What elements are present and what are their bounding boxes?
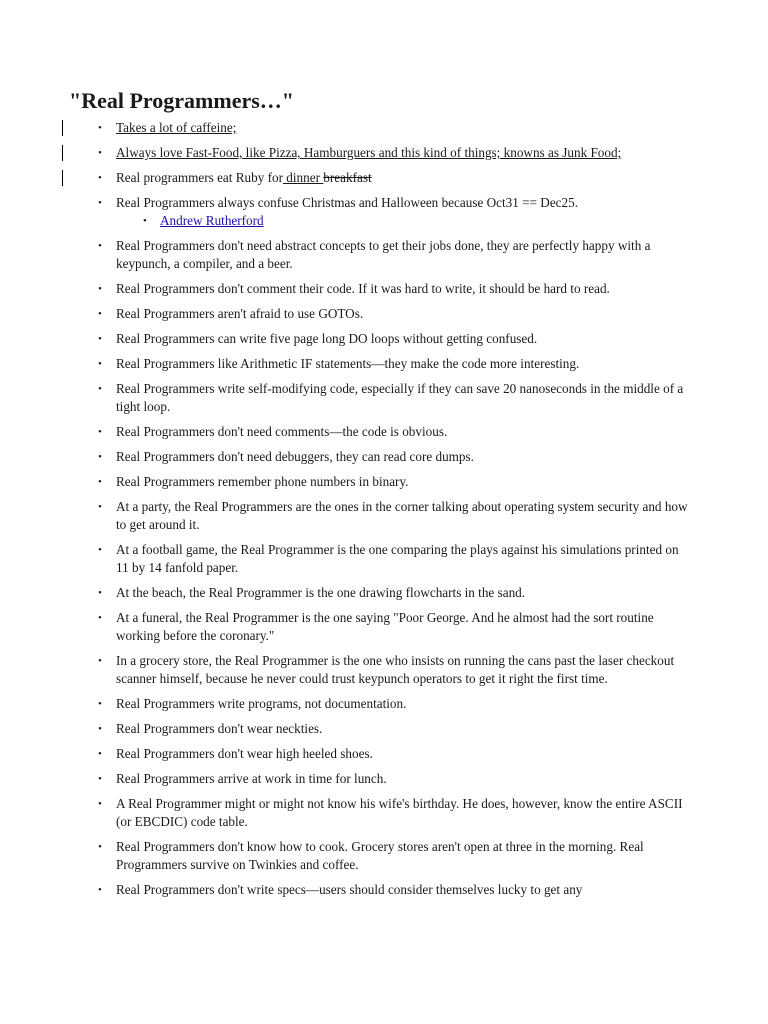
item-text: Real Programmers always confuse Christmas and Halloween because Oct31 == Dec25. [116, 195, 579, 210]
item-text: In a grocery store, the Real Programmer is the one who insists on running the cans past the laser checkout scanner himself, because he never could trust keypunch operators to get it right the first time. [116, 653, 675, 686]
list-item [0, 380, 694, 416]
item-text: Real Programmers like Arithmetic IF statements—they make the code more interesting. [116, 356, 580, 371]
item-text: Real Programmers can write five page long DO loops without getting confused. [116, 331, 538, 346]
list-item [0, 305, 694, 323]
item-text: Real Programmers don't need comments—the code is obvious. [116, 424, 448, 439]
item-text: Real Programmers don't need abstract concepts to get their jobs done, they are perfectly happy with a keypunch, a compiler, and a beer. [116, 238, 651, 271]
bullet-icon: • [98, 283, 102, 295]
bullet-icon: • [98, 655, 102, 667]
item-text: Real Programmers don't need debuggers, they can read core dumps. [116, 449, 474, 464]
bullet-icon: • [98, 841, 102, 853]
item-text: A Real Programmer might or might not know his wife's birthday. He does, however, know the entire ASCII (or EBCDIC) code table. [116, 796, 683, 829]
change-bar [62, 170, 63, 186]
list-item [0, 169, 694, 187]
list-item [0, 448, 694, 466]
bullet-icon: • [98, 333, 102, 345]
bullet-icon: • [98, 451, 102, 463]
item-text: At a football game, the Real Programmer is the one comparing the plays against his simulations printed on 11 by 14 fanfold paper. [116, 542, 679, 575]
list-item [0, 144, 694, 162]
bullet-icon: • [98, 122, 102, 134]
bullet-icon: • [98, 798, 102, 810]
bullet-icon: • [98, 748, 102, 760]
bullet-icon: • [98, 426, 102, 438]
list-item [0, 194, 694, 212]
item-text: Real Programmers remember phone numbers in binary. [116, 474, 409, 489]
item-text: Real Programmers don't write specs—users should consider themselves lucky to get any [116, 882, 583, 897]
list-item [0, 695, 694, 713]
page-title: "Real Programmers…" [69, 88, 295, 113]
author-link[interactable]: Andrew Rutherford [160, 213, 264, 228]
list-item [0, 423, 694, 441]
item-text: Takes a lot of caffeine; [116, 120, 237, 135]
item-text: Real Programmers don't wear neckties. [116, 721, 323, 736]
item-text: Real Programmers write programs, not documentation. [116, 696, 407, 711]
bullet-icon: • [98, 476, 102, 488]
bullet-icon: • [98, 698, 102, 710]
bullet-icon: • [98, 383, 102, 395]
deleted-text: breakfast [323, 170, 372, 185]
bullet-icon: • [98, 240, 102, 252]
list-item [0, 237, 694, 273]
bullet-icon: • [98, 147, 102, 159]
bullet-icon: • [98, 884, 102, 896]
bullet-icon: • [143, 215, 147, 227]
change-bar [62, 120, 63, 136]
list-item [0, 498, 694, 534]
list-item [0, 330, 694, 348]
bullet-list [0, 119, 768, 899]
list-item [0, 881, 694, 899]
bullet-icon: • [98, 197, 102, 209]
bullet-icon: • [98, 501, 102, 513]
list-item [0, 355, 694, 373]
item-text: Always love Fast-Food, like Pizza, Hamburguers and this kind of things; knowns as Junk Food; [116, 145, 622, 160]
bullet-icon: • [98, 612, 102, 624]
list-item [0, 541, 694, 577]
item-text: At the beach, the Real Programmer is the one drawing flowcharts in the sand. [116, 585, 526, 600]
list-item [0, 473, 694, 491]
list-item [0, 720, 694, 738]
list-item [0, 584, 694, 602]
item-text: Real Programmers don't wear high heeled shoes. [116, 746, 373, 761]
inserted-text: dinner [283, 170, 324, 185]
bullet-icon: • [98, 723, 102, 735]
sub-list-item [0, 212, 694, 230]
item-text: At a party, the Real Programmers are the ones in the corner talking about operating system security and how to get around it. [116, 499, 688, 532]
item-text: Real Programmers don't comment their code. If it was hard to write, it should be hard to read. [116, 281, 610, 296]
item-text: Real programmers eat Ruby for [116, 170, 283, 185]
bullet-icon: • [98, 358, 102, 370]
item-text: Real Programmers aren't afraid to use GOTOs. [116, 306, 364, 321]
list-item [0, 795, 694, 831]
list-item [0, 280, 694, 298]
bullet-icon: • [98, 587, 102, 599]
list-item [0, 652, 694, 688]
list-item [0, 119, 694, 137]
item-text: At a funeral, the Real Programmer is the one saying "Poor George. And he almost had the sort routine working before the coronary." [116, 610, 654, 643]
item-text: Real Programmers arrive at work in time for lunch. [116, 771, 387, 786]
bullet-icon: • [98, 172, 102, 184]
bullet-icon: • [98, 773, 102, 785]
list-item [0, 745, 694, 763]
bullet-icon: • [98, 544, 102, 556]
item-text: Real Programmers write self-modifying code, especially if they can save 20 nanoseconds in the middle of a tight loop. [116, 381, 684, 414]
list-item [0, 609, 694, 645]
list-item [0, 770, 694, 788]
bullet-icon: • [98, 308, 102, 320]
item-text: Real Programmers don't know how to cook. Grocery stores aren't open at three in the morning. Real Programmers survive on Twinkies and coffee. [116, 839, 644, 872]
change-bar [62, 145, 63, 161]
list-item [0, 838, 694, 874]
